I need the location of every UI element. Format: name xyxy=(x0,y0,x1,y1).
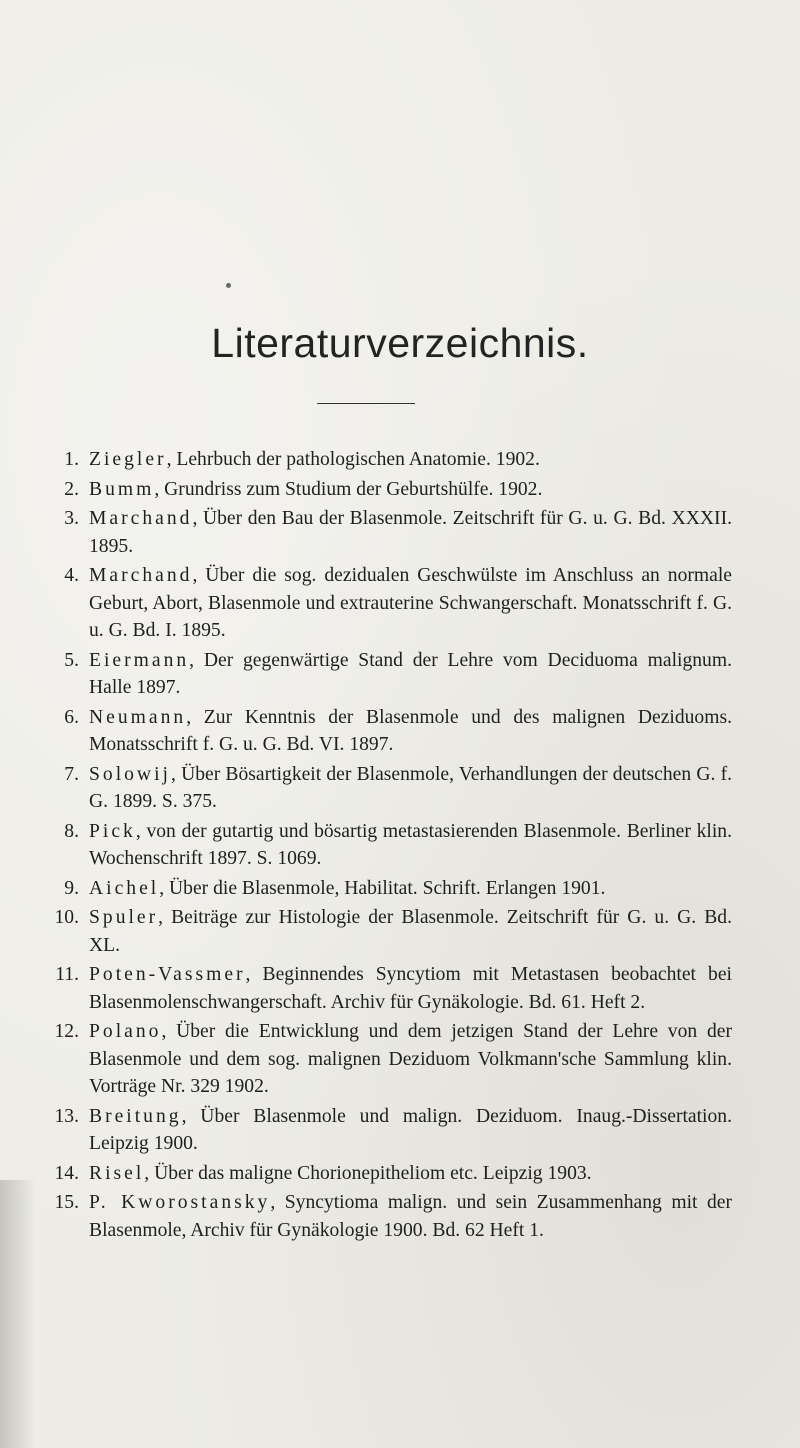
reference-author: Ziegler xyxy=(89,449,167,470)
reference-number: 5. xyxy=(64,649,79,671)
reference-item xyxy=(0,1103,732,1158)
reference-item xyxy=(0,761,732,816)
reference-item xyxy=(0,1018,732,1100)
reference-author: Eiermann xyxy=(89,649,190,671)
reference-author: Aichel xyxy=(89,877,160,899)
reference-item xyxy=(0,446,732,473)
reference-author: P. Kworostansky xyxy=(89,1192,271,1214)
reference-number: 4. xyxy=(64,565,79,587)
reference-text: , Zur Kenntnis der Blasenmole und des malignen Deziduoms. Monatsschrift f. G. u. G. Bd. VI. 1897. xyxy=(89,706,732,755)
reference-number: 3. xyxy=(64,508,79,530)
reference-number: 8. xyxy=(64,820,79,842)
reference-author: Bumm xyxy=(89,478,155,500)
reference-text: , von der gutartig und bösartig metastasierenden Blasenmole. Berliner klin. Wochenschrift 1897. S. 1069. xyxy=(89,820,732,869)
reference-item xyxy=(0,476,732,503)
reference-author: Breitung xyxy=(89,1105,182,1127)
reference-number: 11. xyxy=(55,964,79,986)
reference-author: Marchand xyxy=(89,565,193,587)
reference-text: , Beiträge zur Histologie der Blasenmole. Zeitschrift für G. u. G. Bd. XL. xyxy=(89,907,732,956)
page-title: Literaturverzeichnis. xyxy=(211,320,589,366)
reference-item xyxy=(0,961,732,1016)
reference-author: Polano xyxy=(89,1021,162,1043)
reference-text: , Über Bösartigkeit der Blasenmole, Verhandlungen der deutschen G. f. G. 1899. S. 375. xyxy=(89,763,732,812)
reference-number: 10. xyxy=(54,907,79,929)
reference-text: , Über die Entwicklung und dem jetzigen Stand der Lehre von der Blasenmole und dem sog. malignen Deziduom Volkmann'sche Sammlung klin. Vorträge Nr. 329 1902. xyxy=(89,1021,732,1097)
title-divider xyxy=(317,403,415,404)
reference-item xyxy=(0,647,732,702)
reference-item xyxy=(0,875,732,902)
reference-author: Poten-Vassmer xyxy=(89,964,246,986)
reference-text: , Über Blasenmole und malign. Deziduom. Inaug.-Dissertation. Leipzig 1900. xyxy=(89,1105,732,1154)
reference-number: 15. xyxy=(54,1192,79,1214)
reference-number: 9. xyxy=(64,877,79,899)
reference-number: 6. xyxy=(64,706,79,728)
reference-number: 12. xyxy=(54,1021,79,1043)
reference-item xyxy=(0,1160,732,1187)
reference-text: , Lehrbuch der pathologischen Anatomie. 1902. xyxy=(166,449,540,470)
reference-author: Pick xyxy=(89,820,136,842)
reference-item xyxy=(0,704,732,759)
reference-list xyxy=(0,446,800,1246)
reference-item xyxy=(0,818,732,873)
reference-text: , Syncytioma malign. und sein Zusammenhang mit der Blasenmole, Archiv für Gynäkologie 1900. Bd. 62 Heft 1. xyxy=(89,1192,732,1241)
ink-speck xyxy=(226,283,231,288)
reference-item xyxy=(0,904,732,959)
reference-text: , Über die sog. dezidualen Geschwülste im Anschluss an normale Geburt, Abort, Blasenmole und extrauterine Schwangerschaft. Monatsschrift f. G. u. G. Bd. I. 1895. xyxy=(89,565,732,641)
reference-text: , Über den Bau der Blasenmole. Zeitschrift für G. u. G. Bd. XXXII. 1895. xyxy=(89,508,732,557)
reference-text: , Grundriss zum Studium der Geburtshülfe. 1902. xyxy=(154,478,543,500)
reference-author: Marchand xyxy=(89,508,193,530)
reference-number: 7. xyxy=(64,763,79,785)
reference-text: , Der gegenwärtige Stand der Lehre vom Deciduoma malignum. Halle 1897. xyxy=(89,649,732,698)
reference-text: , Über die Blasenmole, Habilitat. Schrift. Erlangen 1901. xyxy=(159,877,606,899)
reference-item xyxy=(0,505,732,560)
reference-number: 14. xyxy=(54,1162,79,1184)
reference-author: Neumann xyxy=(89,706,187,728)
reference-number: 13. xyxy=(54,1105,79,1127)
reference-author: Risel xyxy=(89,1162,145,1184)
reference-text: , Über das maligne Chorionepitheliom etc. Leipzig 1903. xyxy=(144,1162,592,1184)
reference-item xyxy=(0,1189,732,1244)
reference-author: Solowij xyxy=(89,763,171,785)
reference-item xyxy=(0,562,732,644)
reference-text: , Beginnendes Syncytiom mit Metastasen beobachtet bei Blasenmolenschwangerschaft. Archiv für Gynäkologie. Bd. 61. Heft 2. xyxy=(89,964,732,1013)
reference-number: 1. xyxy=(64,449,79,470)
reference-author: Spuler xyxy=(89,907,159,929)
reference-number: 2. xyxy=(64,478,79,500)
